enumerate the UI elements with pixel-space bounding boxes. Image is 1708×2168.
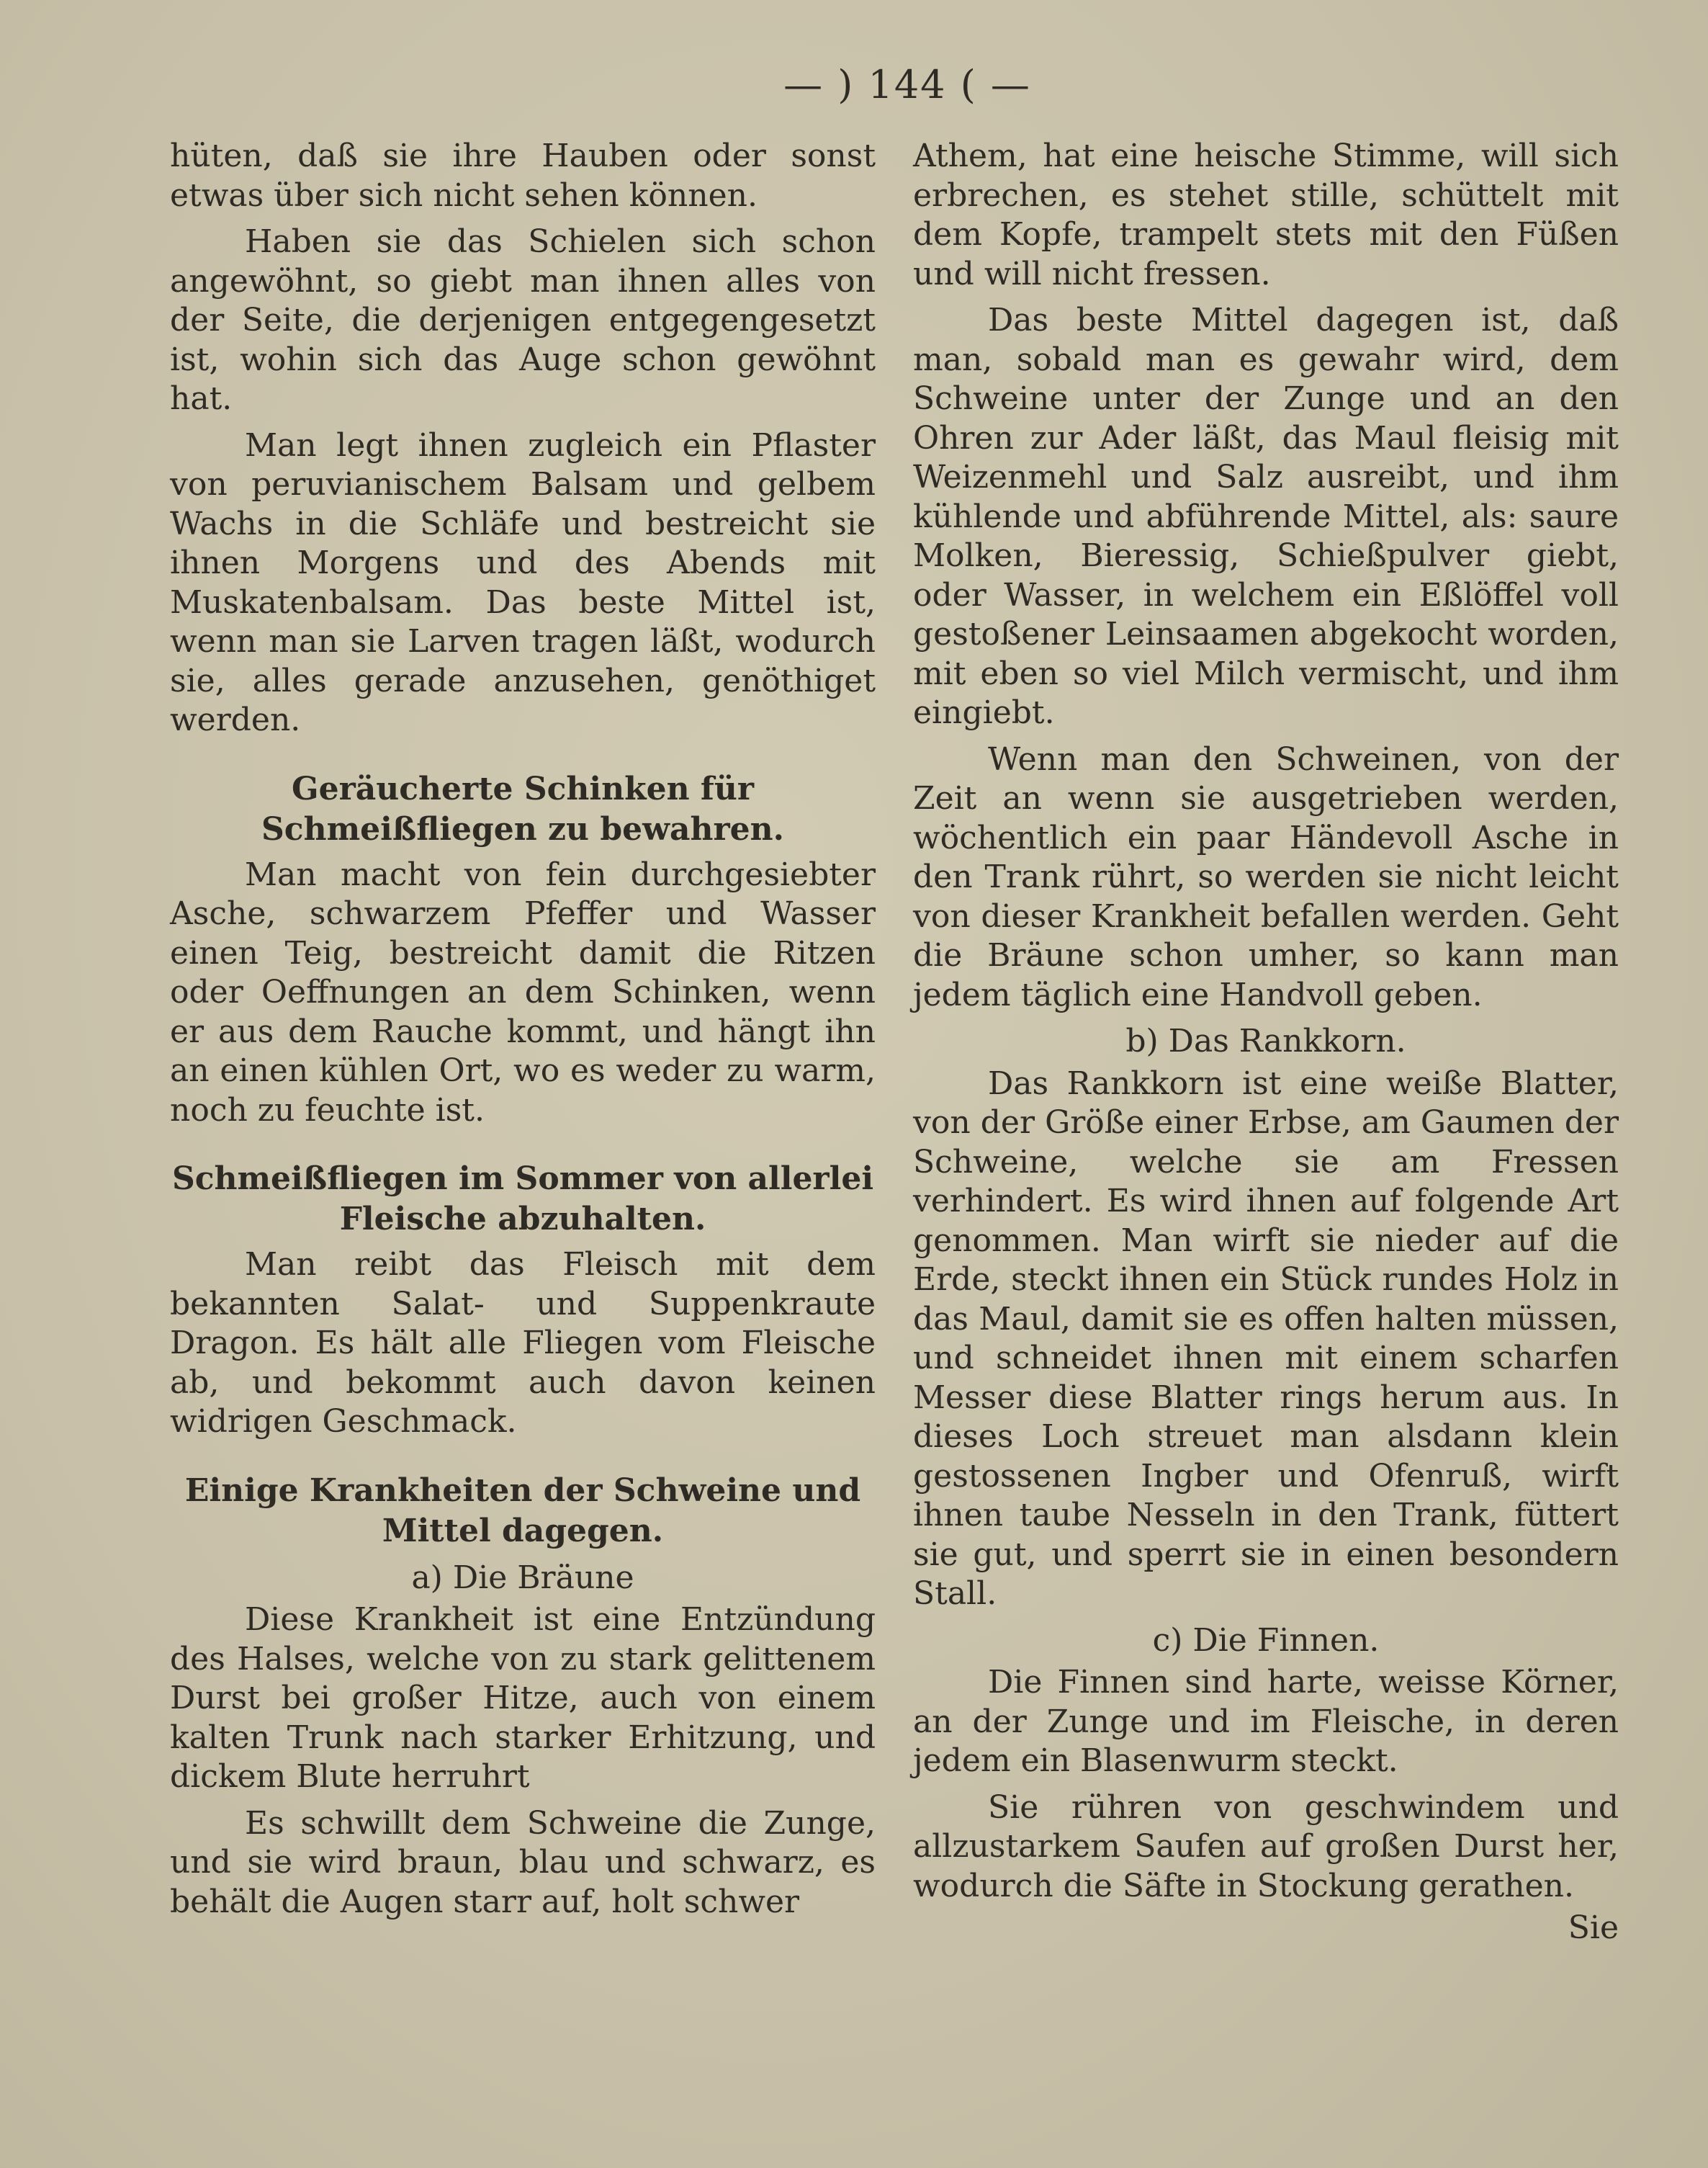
paragraph: Haben sie das Schielen sich schon angewöhnt, so giebt man ihnen alles von der Seite, die derjenigen entgegengesetzt ist, wohin sich das Auge schon gewöhnt hat. <box>170 223 876 417</box>
paragraph: Man reibt das Fleisch mit dem bekannten Salat- und Suppenkraute Dragon. Es hält alle Fliegen vom Fleische ab, und bekommt auch davon keinen widrigen Geschmack. <box>170 1246 876 1440</box>
paragraph: hüten, daß sie ihre Hauben oder sonst etwas über sich nicht sehen können. <box>170 138 876 214</box>
paragraph: Das Rankkorn ist eine weiße Blatter, von der Größe einer Erbse, am Gaumen der Schweine, welche sie am Fressen verhindert. Es wird ihnen auf folgende Art genommen. Man wirft sie nieder auf die Erde, steckt ihnen ein Stück rundes Holz in das Maul, damit sie es offen halten müssen, und schneidet ihnen mit einem scharfen Messer diese Blatter rings herum aus. In dieses Loch streuet man alsdann klein gestossenen Ingber und Ofenruß, wirft ihnen taube Nesseln in den Trank, füttert sie gut, und sperrt sie in einen besondern Stall. <box>913 1065 1619 1612</box>
section-heading: Schmeißfliegen im Sommer von allerlei Fleische abzuhalten. <box>171 1160 874 1237</box>
paragraph: Es schwillt dem Schweine die Zunge, und sie wird braun, blau und schwarz, es behält die Augen starr auf, holt schwer <box>170 1804 876 1920</box>
paragraph: Athem, hat eine heische Stimme, will sich erbrechen, es stehet stille, schüttelt mit dem Kopfe, trampelt stets mit den Füßen und will nicht fressen. <box>913 138 1619 292</box>
subsection-heading: b) Das Rankkorn. <box>1125 1023 1406 1060</box>
paragraph: Man macht von fein durchgesiebter Asche, schwarzem Pfeffer und Wasser einen Teig, bestreicht damit die Ritzen oder Oeffnungen an dem Schinken, wenn er aus dem Rauche kommt, und hängt ihn an einen kühlen Ort, wo es weder zu warm, noch zu feuchte ist. <box>170 856 876 1129</box>
right-column <box>913 137 1619 1948</box>
paragraph: Wenn man den Schweinen, von der Zeit an wenn sie ausgetrieben werden, wöchentlich ein paar Händevoll Asche in den Trank rührt, so werden sie nicht leicht von dieser Krankheit befallen werden. Geht die Bräune schon umher, so kann man jedem täglich eine Handvoll geben. <box>913 740 1619 1013</box>
page-number-header: — ) 144 ( — <box>783 62 1031 107</box>
subsection-heading: a) Die Bräune <box>411 1559 634 1596</box>
catchword: Sie <box>1568 1909 1619 1946</box>
section-heading: Geräucherte Schinken für Schmeißfliegen zu bewahren. <box>261 770 784 848</box>
section-heading: Einige Krankheiten der Schweine und Mittel dagegen. <box>184 1472 861 1549</box>
left-column <box>170 137 876 1929</box>
paragraph: Diese Krankheit ist eine Entzündung des Halses, welche von zu stark gelittenem Durst bei großer Hitze, auch von einem kalten Trunk nach starker Erhitzung, und dickem Blute herruhrt <box>170 1601 876 1795</box>
subsection-heading: c) Die Finnen. <box>1152 1621 1380 1659</box>
paragraph: Man legt ihnen zugleich ein Pflaster von peruvianischem Balsam und gelbem Wachs in die Schläfe und bestreicht sie ihnen Morgens und des Abends mit Muskatenbalsam. Das beste Mittel ist, wenn man sie Larven tragen läßt, wodurch sie, alles gerade anzusehen, genöthiget werden. <box>170 426 876 738</box>
paragraph: Sie rühren von geschwindem und allzustarkem Saufen auf großen Durst her, wodurch die Säfte in Stockung gerathen. <box>913 1788 1619 1904</box>
paragraph: Die Finnen sind harte, weisse Körner, an der Zunge und im Fleische, in deren jedem ein Blasenwurm steckt. <box>913 1664 1619 1779</box>
paragraph: Das beste Mittel dagegen ist, daß man, sobald man es gewahr wird, dem Schweine unter der Zunge und an den Ohren zur Ader läßt, das Maul fleisig mit Weizenmehl und Salz ausreibt, und ihm kühlende und abführende Mittel, als: saure Molken, Bieressig, Schießpulver giebt, oder Wasser, in welchem ein Eßlöffel voll gestoßener Leinsaamen abgekocht worden, mit eben so viel Milch vermischt, und ihm eingiebt. <box>913 302 1619 731</box>
